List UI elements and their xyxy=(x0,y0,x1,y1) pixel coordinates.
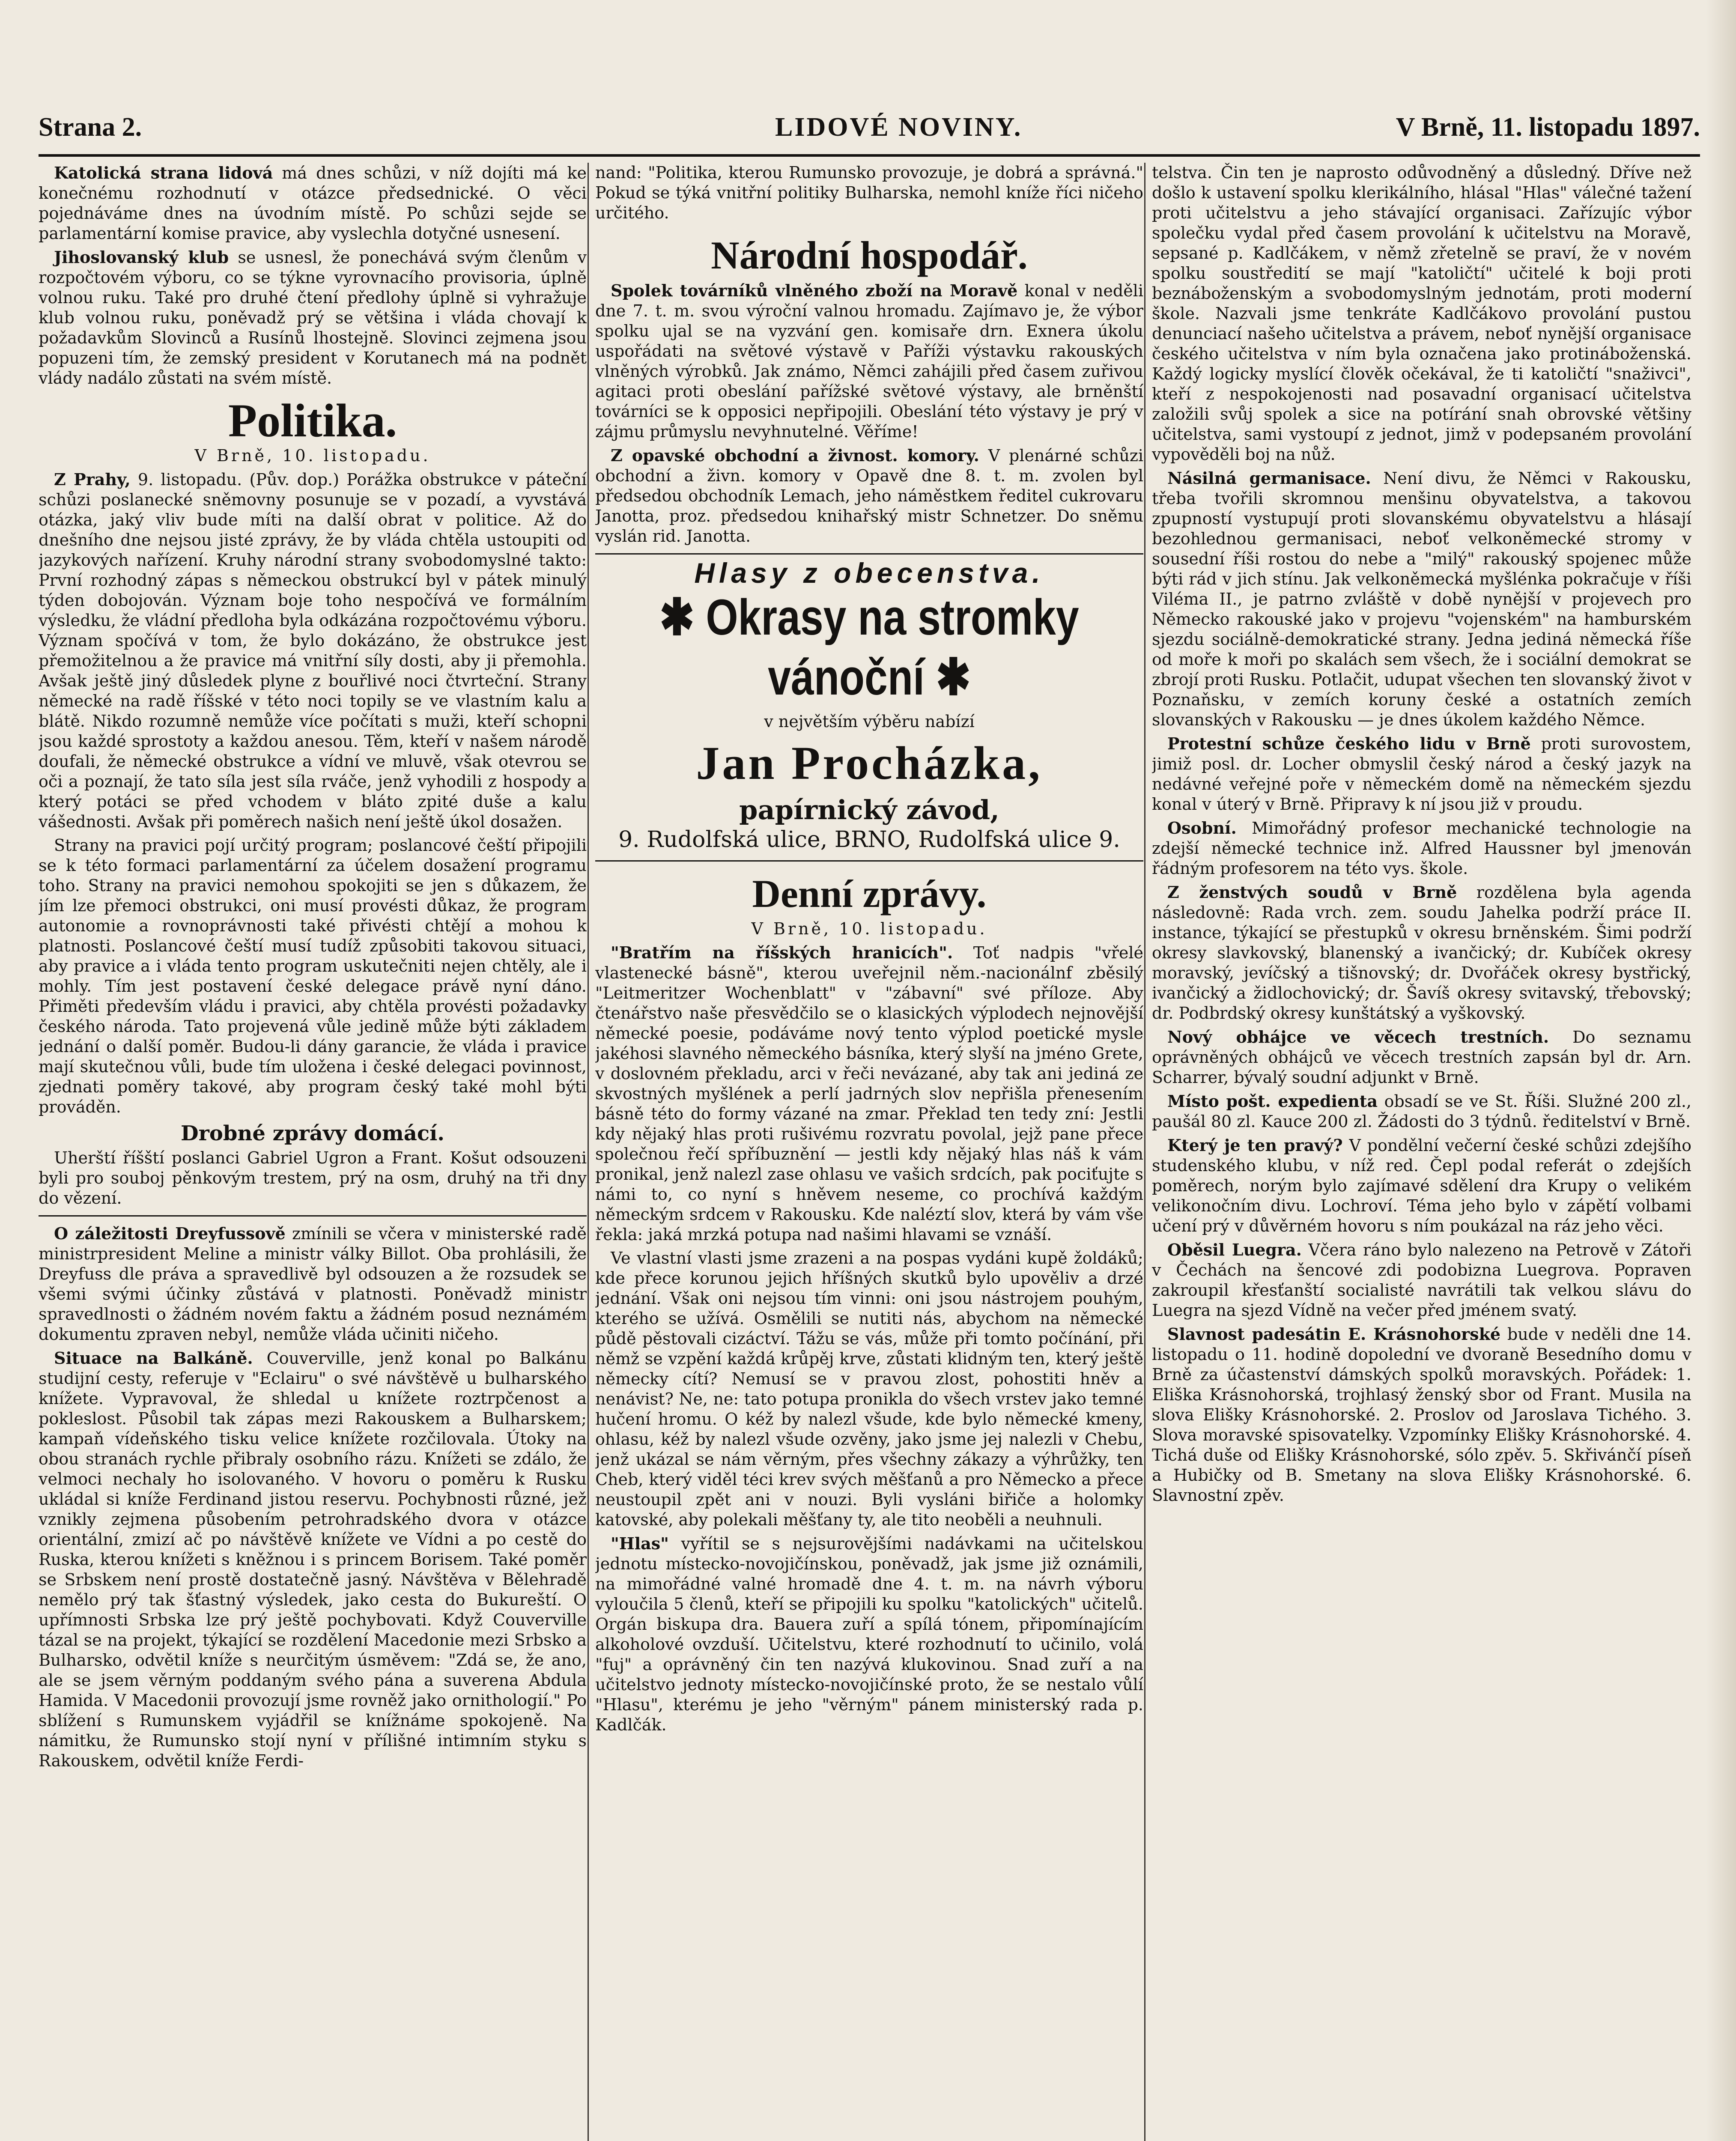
article-text: rozdělena byla agenda následovně: Rada vrch. zem. soudu Jahelka podrží práce II. instance, týkající se přestupků v okresu brněnském. Šimi podrží okresy slavkovský, blanenský a ivančický; dr. Kubíček okresy moravský, jevíčský a tišnovský; dr. Dvořáček okresy bystřický, ivančický a židlochovický; dr. Šavíš okresy svitavský, třebovský; dr. Podbrdský okresy kunštátský a vyškovský. xyxy=(1152,883,1691,1023)
article-text: proti surovostem, jimiž posl. dr. Locher obmyslil český národ a český jazyk na nedávné veřejné poře v německém domě na německém sjezdu konal v úterý v Brně. Připravy k ní jsou již v proudu. xyxy=(1152,734,1691,814)
article-lead: Který je ten pravý? xyxy=(1167,1136,1343,1155)
column-1 xyxy=(39,163,587,2141)
article-text: Couverville, jenž konal po Balkánu studijní cesty, referuje v "Eclairu" o své návštěvě u bulharského knížete. Vypravoval, že shledal u knížete roztrpčenost a pokleslost. Působil tak zápas mezi Rakouskem a Bulharskem; kampaň vídeňského tisku velice knížete rozčilovala. Útoky na obou stranách rychle přibraly osobního rázu. Knížeti se zdálo, že velmoci nechaly ho isolovaného. V hovoru o poměru k Rusku ukládal si kníže Ferdinand jistou reservu. Pochybnosti různé, jež vznikly zejmena působením petrohradského dvora v otázce orientální, zmizí ač po návštěvě knížete ve Vídni a po cestě do Ruska, kterou knížeti s kněžnou i s princem Borisem. Také poměr se Srbskem není prostě dostatečně jasný. Návštěva v Bělehradě nemělo prý tak šťastný výsledek, jako cesta do Bukureští. O upřímnosti Srbska lze prý ještě pochybovati. Když Couverville tázal se na projekt, týkající se rozdělení Macedonie mezi Srbsko a Bulharsko, odvětil kníže s neurčitým úsměvem: "Zdá se, že ano, ale se jsem věrným poddaným svého pána a suverena Abdula Hamida. V Macedonii provozují jsme rovněž jako ornithologií." Po sblížení s Rumunskem vyjádřil se knížnáme spokojeně. Na námitku, že Rumunsko stojí nyní v přílišné intimním styku s Rakouskem, odvětil kníže Ferdi- xyxy=(39,1349,587,1770)
article-text: obsadí se ve St. Říši. Služné 200 zl., paušál 80 zl. Kauce 200 zl. Žádosti do 3 týdnů. ředitelství v Brně. xyxy=(1152,1092,1691,1131)
subsection-title: Drobné zprávy domácí. xyxy=(181,1121,444,1145)
article-paragraph xyxy=(39,835,587,1117)
ad-merchant-name: Jan Procházka, xyxy=(696,737,1043,789)
section-title-politika: Politika. xyxy=(228,394,397,447)
article-lead: Oběsil Luegra. xyxy=(1167,1240,1302,1259)
article-lead: Katolická strana lidová xyxy=(54,163,273,182)
article-lead: Místo pošt. expedienta xyxy=(1167,1091,1378,1111)
article-obesil xyxy=(1152,1240,1691,1321)
dateline: V Brně, 10. listopadu. xyxy=(194,446,431,465)
column-divider xyxy=(588,163,589,2141)
article-text: Strany na pravici pojí určitý program; poslancové čeští připojili se k této formaci parlamentární za účelem dosažení programu toho. Strany na pravici nemohou spokojiti se jen s důkazem, že jím lze přemoci obstrukci, oni musí provésti důkaz, že program autonomie a rovnoprávnosti také přivésti chtějí a mohou k platnosti. Poslancové čeští musí tudíž způsobiti takovou situaci, aby pravice a i vláda tento program uskutečniti nejen chtěly, ale i mohly. Tím jest postavení české delegace právě nyní dáno. Přiměti především vládu i pravici, aby chtěla provésti požadavky českého národa. Tato projevená vůle jedině může býti základem jednání o další poměr. Budou-li dány garancie, že vláda i pravice mají skutečnou vůli, bude tím uložena i české delegaci povinnost, zjednati poměry takové, aby program český také mohl býti prováděn. xyxy=(39,836,587,1116)
ad-address: 9. Rudolfská ulice, BRNO, Rudolfská ulice 9. xyxy=(618,827,1120,853)
article-lead: Z opavské obchodní a živnost. komory. xyxy=(611,446,979,465)
page-edge xyxy=(1706,0,1736,2141)
newspaper-title: LIDOVÉ NOVINY. xyxy=(775,113,1023,142)
dateline: V Brně, 10. listopadu. xyxy=(751,919,987,938)
article-lead: Situace na Balkáně. xyxy=(54,1348,253,1368)
article-spolek xyxy=(595,280,1143,442)
article-text: se usnesl, že ponechává svým členům v rozpočtovém výboru, co se týkne vyrovnacího provisoria, úplně volnou ruku. Také pro druhé čtení předlohy úplně si vyhražuje klub volnou ruku, poněvadž prý se většina i vláda chovají k požadavkům Slovinců a Rusínů lhostejně. Slovinci zejmena jsou popuzeni tím, že zemský president v Korutanech má na podnět vlády nadálo zůstati na svém místě. xyxy=(39,248,587,388)
column-2 xyxy=(595,163,1143,2141)
article-text: Není divu, že Němci v Rakousku, třeba tvořili skromnou menšinu obyvatelstva, a takovou zpupností vystupují proti slovanskému obyvatelstvu a hlásají bezohlednou germanisaci, neboť velkoněmecké stromy v sousední říši rostou do nebe a "milý" rakouský spojenec může býti rád v jich stínu. Jak velkoněmecká myšlénka pokračuje v říši Viléma II., je patrno zvláště v době nynější v projevech pro Německo rakouské jako v projevu "vojenském" na hamburském sjezdu sociálně-demokratické strany. Jedna jediná německá říše od moře k moři po skalách sem všech, že i sociální demokrat se zbrojí proti Rusku. Potlačit, udupat všechen ten slovanský život v Poznaňsku, v zemích koruny české a ostatních zemích slovanských v Rakousku — je dnes úkolem každého Němce. xyxy=(1152,469,1691,729)
masthead xyxy=(39,112,1700,151)
article-continuation: telstva. Čin ten je naprosto odůvodněný a důsledný. Dříve než došlo k ustavení spolku klerikálního, hlásal "Hlas" válečné tažení proti učitelstvu a jeho stávající organisaci. Zařízujíc výbor společku vydal před časem provolání k učitelstvu na Moravě, sepsané p. Kadlčákem, v němž zřetelně se praví, že v novém spolku soustředití se mají "katoličtí" učitelé k boji proti beznáboženským a svobodomyslným jednotám, proti moderní škole. Nazvali jsme tenkráte Kadlčákovo provolání pustou denunciací našeho učitelstva a právem, neboť nynější organisace českého učitelstva v ním byla označena jako protináboženská. Každý logicky myslící člověk očekával, že ti katoličtí "snaživci", kteří z nespokojenosti nad posavadní organisací učitelstva založili svůj spolek a sice na potírání snah obrovské většiny učitelstva, sami vystoupí z jednot, jimž v podepsaném provolání vypověděli boj na nůž. xyxy=(1152,163,1691,464)
article-katolicka xyxy=(39,163,587,244)
section-title-denni: Denní zprávy. xyxy=(752,872,987,915)
article-lead: Spolek továrníků vlněného zboží na Moravě xyxy=(611,281,1018,300)
article-z-prahy xyxy=(39,469,587,832)
article-lead: Jihoslovanský klub xyxy=(54,247,229,267)
masthead-rule xyxy=(39,154,1700,157)
article-text: Včera ráno bylo nalezeno na Petrově v Zátoři v Čechách na šencové zdi podobizna Luegrova. Popraven zakroupil křesťanští socialisté navrátili tak velkou slávu do Luegra na sjezd Vídně na večer před jménem svatý. xyxy=(1152,1240,1691,1320)
article-jihoslovansky xyxy=(39,247,587,388)
article-lead: Z Prahy, xyxy=(54,470,131,489)
article-paragraph xyxy=(595,1248,1143,1530)
article-lead: Násilná germanisace. xyxy=(1167,468,1371,488)
column-3 xyxy=(1152,163,1691,2141)
ad-headline-text: Okrasy na stromky vánoční xyxy=(706,589,1079,706)
article-text: má dnes schůzi, v níž dojíti má ke konečnému rozhodnutí v otázce předsednické. O věci pojednáváme dnes na úvodním místě. Po schůzi sejde se parlamentární komise pravice, aby vyslechla dotyčné usnesení. xyxy=(39,164,587,243)
article-drobne: Uherští říšští poslanci Gabriel Ugron a Frant. Košut odsouzeni byli pro souboj pěnkovým trestem, prý na osm, druhý na tři dny do vězení. xyxy=(39,1148,587,1208)
article-osobni xyxy=(1152,818,1691,879)
article-continuation: nand: "Politika, kterou Rumunsko provozuje, je dobrá a správná." Pokud se týká vnitřní politiky Bulharska, nemohl kníže říci ničeho určitého. xyxy=(595,163,1143,222)
star-icon: ✱ xyxy=(659,589,706,646)
divider xyxy=(39,1215,587,1217)
article-protestni xyxy=(1152,734,1691,814)
article-slavnost xyxy=(1152,1324,1691,1506)
article-text: Mimořádný profesor mechanické technologie na zdejší německé technice inž. Alfred Haussner byl jmenován řádným profesorem na této vys. škole. xyxy=(1152,819,1691,878)
article-text: zmínili se včera v ministerské radě ministrpresident Meline a ministr války Billot. Oba prohlásili, že Dreyfuss dle práva a spravedlivě byl odsouzen a že rozsudek se všemi svými účinky zůstává v platnosti. Poněvadž ministr spravedlnosti o žádném novém faktu a žádném posud neznámém dokumentu zpraven nebyl, nemůže vláda učiniti ničeho. xyxy=(39,1224,587,1344)
advertisement xyxy=(595,557,1143,853)
article-lead: "Hlas" xyxy=(611,1534,669,1553)
column-divider xyxy=(1144,163,1145,2141)
article-dreyfus xyxy=(39,1223,587,1345)
article-misto xyxy=(1152,1091,1691,1132)
article-text: bude v neděli dne 14. listopadu o 11. hodině dopolední ve dvoraně Besedního domu v Brně za účastenství dámských spolků moravských. Pořádek: 1. Eliška Krásnohorská, trojhlasý ženský sbor od Frant. Musila na slova Elišky Krásnohorské. 2. Proslov od Jaroslava Tichého. 3. Slova moravské spisovatelky. Vzpomínky Elišky Krásnohorské. 4. Tichá duše od Elišky Krásnohorské, sólo zpěv. 5. Skřivánčí píseň a Hubičky od B. Smetany na slova Elišky Krásnohorské. 6. Slavnostní zpěv. xyxy=(1152,1325,1691,1505)
article-lead: "Bratřím na říšských hranicích". xyxy=(611,943,953,962)
issue-date: V Brně, 11. listopadu 1897. xyxy=(1396,113,1700,142)
article-lead: Nový obhájce ve věcech trestních. xyxy=(1167,1027,1549,1047)
article-text: vyřítil se s nejsurovějšími nadávkami na učitelskou jednotu místecko-novojičínskou, poněvadž, jak jsme již oznámili, na mimořádné valné hromadě dne 4. t. m. na návrh výboru vyloučila 5 členů, kteří se připojili ku spolku "katolických" učitelů. Orgán biskupa dra. Bauera zuří a spílá tónem, připomínajícím alkoholové ovzduší. Učitelstvu, které rozhodnutí to učinilo, volá "fuj" a oprávněný čin ten nazývá klukovinou. Snad zuří a na učitelstvo jednoty místecko-novojičínské proto, že se nestalo vůlí "Hlasu", kterému je jeho "věrným" pánem ministerský rada p. Kadlčák. xyxy=(595,1534,1143,1734)
article-text: V plenárné schůzi obchodní a živn. komory v Opavě dne 8. t. m. zvolen byl předsedou obchodník Lemach, jeho náměstkem ředitel cukrovaru Janotta, proz. předsedou knihařský mistr Schnetzer. Do sněmu vyslán rid. Janotta. xyxy=(595,446,1143,546)
article-text: Ve vlastní vlasti jsme zrazeni a na pospas vydáni kupě žoldáků; kde přece korunou jejich hříšných skutků bylo upověliv a drzé jednání. Však oni nejsou tím vinni: oni jsou nástrojem pouhým, kterého se užívá. Osmělili se nutiti nás, abychom na německé půdě pěstovali cizáctví. Tážu se vás, může při tomto počínání, při němž se vzpění každá krůpěj krve, zůstati klidným ten, který ještě německy cítí? Nemusí se v pravou zlost, pohostiti hněv a nenávist? Ne, ne: tato potupa pronikla do všech vrstev jako temné hučení hromu. O kéž by nalezl všude, kde bylo německé kmeny, ohlasu, kéž by nalezl všude ozvěny, jako jsme jej nalezli v Chebu, jenž ukázal se nám věrným, přes všechny zákazy a výhrůžky, ten Cheb, který viděl téci krev svých měšťanů a pro Německo a přece neustoupil zpět ani v nouzi. Byli vysláni biřiče a holomky katovské, aby polekali měšťany ty, ale tito neoběli a neuhnuli. xyxy=(595,1249,1143,1529)
page-number: Strana 2. xyxy=(39,113,142,142)
article-pravy xyxy=(1152,1135,1691,1236)
article-nasilna xyxy=(1152,468,1691,730)
section-title-narodni: Národní hospodář. xyxy=(711,233,1028,277)
article-balkan xyxy=(39,1348,587,1771)
divider xyxy=(595,860,1143,862)
article-text: Toť nadpis "vřelé vlastenecké básně", kterou uveřejnil něm.-nacionálnf zběsilý "Leitmeritzer Wochenblatt" v "zábavní" své příloze. Aby čtenářstvo naše přesvědčilo se o klasických výplodech nejnovější německé poesie, podáváme nový tento výplod poetické mysle jakéhosi slavného německého básníka, který slyší na jméno Grete, v doslovném překladu, arci v řeči nevázané, aby tak ani jediná ze skvostných myšlének a perlí jadrných slov nepřišla přenesením básně této do formy vázané na zmar. Překlad ten tedy zní: Jestli kdy nějaký hlas proti rušivému rozvratu povolal, jejž pane přece společnou řečí spříbuznění — jestli kdy nějaký hlas náš k vám pronikal, jenž nalezl zase ohlasu ve vašich srdcích, pak pociťujte s námi to, co nyní s hněvem neseme, co prochívá každým německým srdcem v Rakousku. Kde naléztí slov, která by vám vše řekla: jaká mrzká potupa nad našimi hlavami se vznáší. xyxy=(595,943,1143,1244)
ad-banner: Hlasy z obecenstva. xyxy=(694,557,1044,589)
article-hlas xyxy=(595,1533,1143,1735)
article-lead: O záležitosti Dreyfussově xyxy=(54,1224,286,1243)
article-text: 9. listopadu. (Pův. dop.) Porážka obstrukce v páteční schůzi poslanecké sněmovny posunuje se v pozadí, a vyvstává otázka, jaký vliv bude míti na další obrat v politice. Až do dnešního dne nejsou jisté zprávy, že by vláda chtěla ustoupiti od jazykových nařízení. Kruhy národní strany svobodomyslné takto: První rozhodný zápas s německou obstrukcí byl v pátek minulý týden dobojován. Význam boje toho nespočívá ve formálním výsledku, že vládní předloha byla odkázána rozpočtovému výboru. Význam spočívá v tom, že bylo dokázáno, že obstrukce jest přemožitelnou a že pravice má vnitřní síly dosti, aby ji přemohla. Avšak ještě jiný důsledek plyne z bouřlivé noci čtvrteční. Strany německé na radě říšské v této noci topily se ve vlastním kalu a blátě. Nikdo rozumně nemůže více počítati s muži, kteří schopni jsou každé sprostoty a každou anesou. Těm, kteří v našem národě doufali, že německé obstrukce a vídní ve mluvě, však otevrou se oči a poznají, že tato síla jest síla rváče, jenž vyhodili z hospody a který potáci se před vchodem v bláto zpité duše a kalu vášednosti. Avšak při poměrech našich není ještě úkol dosažen. xyxy=(39,470,587,831)
article-opava xyxy=(595,445,1143,546)
article-novy xyxy=(1152,1027,1691,1088)
article-lead: Osobní. xyxy=(1167,818,1237,838)
ad-headline xyxy=(644,587,1094,707)
article-bratrim xyxy=(595,942,1143,1245)
ad-subline: v největším výběru nabízí xyxy=(764,712,975,731)
article-zemskych xyxy=(1152,882,1691,1023)
article-lead: Z ženstvých soudů v Brně xyxy=(1167,883,1457,902)
article-lead: Slavnost padesátin E. Krásnohorské xyxy=(1167,1324,1501,1344)
article-text: konal v neděli dne 7. t. m. svou výroční valnou hromadu. Zajímavo je, že výbor spolku ujal se na vyzvání gen. komisaře drn. Exnera úkolu uspořádati na světové výstavě v Paříži výstavku rakouských vlněných výrobků. Jak známo, Němci zahájili před časem zuřivou agitaci proti obeslání pařížské světové výstavy, ale brněnští továrníci se k opposici nepřipojili. Obeslání této výstavy je prý v zájmu průmyslu nevyhnutelné. Věříme! xyxy=(595,281,1143,441)
divider xyxy=(595,553,1143,555)
star-icon: ✱ xyxy=(924,649,971,706)
article-lead: Protestní schůze českého lidu v Brně xyxy=(1167,734,1531,753)
ad-firm: papírnický závod, xyxy=(739,794,999,826)
article-text: Do seznamu oprávněných obhájců ve věcech trestních zapsán byl dr. Arn. Scharrer, bývalý soudní adjunkt v Brně. xyxy=(1152,1028,1691,1087)
article-text: V pondělní večerní české schůzi zdejšího studenského klubu, v níž red. Čepl podal referát o zdejších poměrech, norým bylo zajímavé sdělení dra Krupy o velikém velikonočním divu. Lochroví. Téma jeho bylo v zápětí volbami učení prý v důvěrném hovoru s ním poukázal na ráz jeho věci. xyxy=(1152,1136,1691,1235)
